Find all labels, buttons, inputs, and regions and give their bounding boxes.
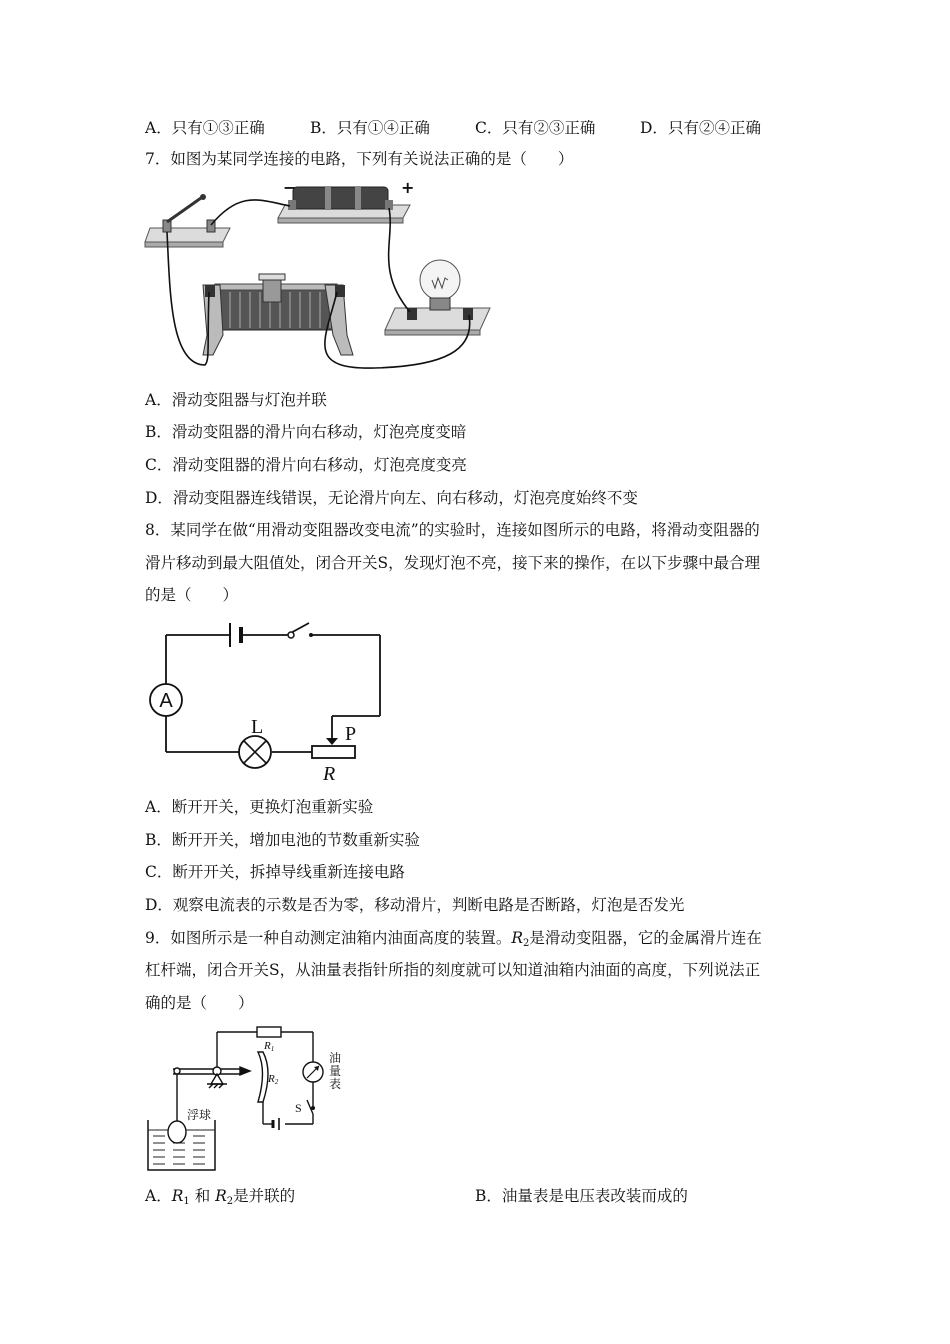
switch-label: S: [295, 1101, 302, 1115]
q7-circuit-figure: [145, 180, 495, 370]
r2-label: R2: [268, 1073, 279, 1086]
gauge-label-2: 量: [329, 1064, 342, 1078]
q8-option-c: C．断开开关，拆掉导线重新连接电路: [145, 863, 405, 881]
lever-arm: [173, 1067, 250, 1121]
q7-option-c: C．滑动变阻器的滑片向右移动，灯泡亮度变亮: [145, 456, 467, 474]
slider-label: P: [345, 723, 357, 745]
q7-option-a: A．滑动变阻器与灯泡并联: [145, 391, 327, 409]
q6-option-a: A．只有①③正确: [145, 119, 265, 137]
resistor-label: R: [323, 763, 336, 785]
q6-option-c: C．只有②③正确: [475, 119, 596, 137]
ammeter-symbol: [150, 684, 182, 716]
q8-option-d: D．观察电流表的示数是否为零，移动滑片，判断电路是否断路，灯泡是否发光: [145, 896, 685, 914]
q9-oil-gauge-figure: [145, 1022, 365, 1172]
float-label: 浮球: [187, 1108, 212, 1122]
q6-option-b: B．只有①④正确: [310, 119, 430, 137]
gauge-label-1: 油: [329, 1051, 342, 1065]
oil-gauge-meter: [303, 1062, 323, 1082]
q8-stem-line-2: 滑片移动到最大阻值处，闭合开关S，发现灯泡不亮，接下来的操作，在以下步骤中最合理: [145, 554, 761, 572]
q9-option-b: B．油量表是电压表改装而成的: [475, 1187, 688, 1205]
lamp-label: L: [251, 716, 264, 738]
battery-pack: [278, 178, 414, 223]
battery-plus-label: +: [401, 178, 415, 197]
q7-stem: 7．如图为某同学连接的电路，下列有关说法正确的是（ ）: [145, 150, 574, 168]
q9-stem-line-3: 确的是（ ）: [145, 994, 254, 1012]
lamp-symbol: [239, 716, 271, 768]
q6-option-d: D．只有②④正确: [640, 119, 761, 137]
q7-option-b: B．滑动变阻器的滑片向右移动，灯泡亮度变暗: [145, 423, 467, 441]
q9-option-a: A．$R_1$ 和 $R_2$是并联的: [145, 1187, 296, 1207]
q8-stem-line-1: 8．某同学在做“用滑动变阻器改变电流”的实验时，连接如图所示的电路，将滑动变阻器的: [145, 521, 760, 539]
r1-label: R1: [264, 1040, 275, 1053]
q9-stem-line-1: 9．如图所示是一种自动测定油箱内油面高度的装置。$R_2$是滑动变阻器，它的金属滑片连在: [145, 929, 762, 949]
q9-stem-line-2: 杠杆端，闭合开关S，从油量表指针所指的刻度就可以知道油箱内油面的高度，下列说法正: [145, 961, 761, 979]
q8-stem-line-3: 的是（ ）: [145, 586, 239, 604]
oil-tank: [148, 1107, 215, 1170]
q7-option-d: D．滑动变阻器连线错误，无论滑片向左、向右移动，灯泡亮度始终不变: [145, 489, 638, 507]
light-bulb: [385, 260, 490, 335]
gauge-label-3: 表: [329, 1077, 342, 1091]
q8-circuit-diagram: [145, 615, 395, 785]
knife-switch: [145, 194, 230, 247]
ammeter-label: A: [159, 690, 173, 712]
battery-minus-label: −: [283, 178, 297, 197]
q8-option-a: A．断开开关，更换灯泡重新实验: [145, 798, 374, 816]
q8-option-b: B．断开开关，增加电池的节数重新实验: [145, 831, 420, 849]
rheostat-symbol: [312, 723, 356, 785]
